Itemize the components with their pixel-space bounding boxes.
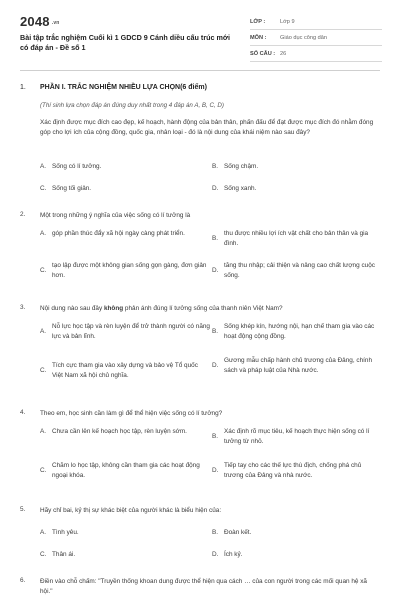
question-6 xyxy=(20,577,380,599)
option-letter: D. xyxy=(212,185,219,193)
option-d[interactable] xyxy=(212,550,380,560)
option-text: Chăm lo học tập, không cần tham gia các hoạt động ngoại khóa. xyxy=(52,462,200,479)
section-number: 1. xyxy=(20,84,26,91)
option-letter: C. xyxy=(40,267,47,274)
option-text: Sống xanh. xyxy=(224,185,257,192)
option-b[interactable] xyxy=(212,528,380,538)
header-divider xyxy=(20,70,380,71)
option-c[interactable] xyxy=(40,184,200,194)
option-text: Thân ái. xyxy=(52,551,76,558)
option-letter: B. xyxy=(212,328,219,335)
option-letter: A. xyxy=(40,428,47,436)
option-text: tạo lập được một không gian sống gọn gàng, đơn giản hơn. xyxy=(52,262,207,279)
question-1 xyxy=(20,118,380,193)
option-letter: A. xyxy=(40,529,47,537)
option-letter: C. xyxy=(40,467,47,474)
question-number: 6. xyxy=(20,577,26,584)
section-heading xyxy=(20,84,207,91)
option-text: Tích cực tham gia vào xây dựng và bảo vệ Tổ quốc Việt Nam xã hội chủ nghĩa. xyxy=(52,362,198,379)
option-letter: A. xyxy=(40,328,47,335)
logo-main: 2048 xyxy=(20,14,50,29)
question-text-pre: Nội dung nào sau đây xyxy=(40,305,104,312)
question-text-emphasis: không xyxy=(103,305,124,312)
question-2 xyxy=(20,211,380,281)
option-text: Sống tối giản. xyxy=(52,185,92,192)
option-letter: B. xyxy=(212,235,219,242)
option-letter: D. xyxy=(212,267,219,274)
option-text: Đoàn kết. xyxy=(224,529,252,536)
option-d[interactable] xyxy=(212,461,380,480)
option-a[interactable] xyxy=(40,162,200,172)
option-text: Sống khép kín, hướng nội, hạn chế tham gia vào các hoạt động cộng đồng. xyxy=(224,323,375,340)
question-text: Hãy chỉ bai, kỷ thị sự khác biệt của người khác là biểu hiện của: xyxy=(40,507,222,514)
option-a[interactable] xyxy=(40,528,200,538)
option-d[interactable] xyxy=(212,184,380,194)
option-b[interactable] xyxy=(212,322,380,341)
question-number: 2. xyxy=(20,211,26,218)
question-5 xyxy=(20,506,380,566)
option-letter: B. xyxy=(212,529,219,537)
section-title: PHẦN I. TRẮC NGHIỆM NHIỀU LỰA CHỌN(6 điểm) xyxy=(40,84,207,91)
option-text: Ích kỷ. xyxy=(224,551,243,558)
option-text: Chưa cần lên kế hoạch học tập, rèn luyện sớm. xyxy=(52,428,187,435)
option-c[interactable] xyxy=(40,361,210,380)
question-text: Xác định được mục đích cao đẹp, kế hoạch, hành động của bản thân, phấn đấu để đạt được mục đích đó nhằm đóng góp cho lợi ích của cộng đồng, quốc gia, nhân loại - đó là nội dung của khái niệm nào sau đây? xyxy=(40,119,374,136)
question-text xyxy=(40,304,380,314)
section-instruction: (Thí sinh lựa chọn đáp án đúng duy nhất trong 4 đáp án A, B, C, D) xyxy=(40,102,224,109)
option-text: Sống chậm. xyxy=(224,163,259,170)
option-d[interactable] xyxy=(212,261,380,280)
option-letter: A. xyxy=(40,230,47,238)
meta-key: LỚP : xyxy=(250,18,266,25)
option-b[interactable] xyxy=(212,229,380,248)
option-c[interactable] xyxy=(40,261,210,280)
option-text: góp phần thúc đẩy xã hội ngày càng phát triển. xyxy=(52,230,185,237)
option-text: tăng thu nhập; cải thiện và nâng cao chất lượng cuộc sống. xyxy=(224,262,375,279)
option-a[interactable] xyxy=(40,229,210,239)
meta-key: SỐ CÂU : xyxy=(250,50,276,57)
option-c[interactable] xyxy=(40,550,200,560)
site-logo[interactable] xyxy=(20,14,60,29)
meta-row-class xyxy=(250,14,382,30)
meta-row-subject xyxy=(250,30,382,46)
meta-value: Giáo dục công dân xyxy=(280,34,327,41)
question-number: 3. xyxy=(20,304,26,311)
option-b[interactable] xyxy=(212,162,380,172)
option-text: Gương mẫu chấp hành chủ trương của Đảng, chính sách và pháp luật của Nhà nước. xyxy=(224,357,373,374)
question-number: 4. xyxy=(20,409,26,416)
document-title: Bài tập trắc nghiệm Cuối kì 1 GDCD 9 Cánh diều cấu trúc mới có đáp án - Đề số 1 xyxy=(20,33,230,52)
option-b[interactable] xyxy=(212,427,380,446)
question-number: 5. xyxy=(20,506,26,513)
question-text: Theo em, học sinh cần làm gì để thể hiện việc sống có lí tưởng? xyxy=(40,410,223,417)
meta-value: Lớp 9 xyxy=(280,18,295,25)
option-c[interactable] xyxy=(40,461,210,480)
option-text: Xác định rõ mục tiêu, kế hoạch thực hiện sống có lí tưởng từ nhỏ. xyxy=(224,428,370,445)
option-a[interactable] xyxy=(40,322,210,341)
option-letter: D. xyxy=(212,467,219,474)
page-header xyxy=(0,0,400,70)
option-text: Tình yêu. xyxy=(52,529,79,536)
question-text-post: phản ánh đúng lí tưởng sống của thanh niên Việt Nam? xyxy=(123,305,283,312)
option-letter: C. xyxy=(40,551,47,559)
option-letter: C. xyxy=(40,367,47,374)
option-letter: B. xyxy=(212,433,219,440)
option-letter: A. xyxy=(40,163,47,171)
option-text: Tiếp tay cho các thế lực thù địch, chống phá chủ trương của Đảng và nhà nước. xyxy=(224,462,362,479)
option-letter: C. xyxy=(40,185,47,193)
option-a[interactable] xyxy=(40,427,210,437)
meta-key: MÔN : xyxy=(250,34,267,41)
question-text: Một trong những ý nghĩa của việc sống có lí tưởng là xyxy=(40,212,191,219)
option-d[interactable] xyxy=(212,356,380,375)
option-letter: D. xyxy=(212,362,219,369)
document-meta xyxy=(250,14,382,62)
option-text: Nỗ lực học tập và rèn luyện để trở thành người có năng lực và bản lĩnh. xyxy=(52,323,210,340)
meta-value: 26 xyxy=(280,50,287,57)
question-3 xyxy=(20,304,380,389)
logo-sub: .vn xyxy=(51,19,60,26)
option-text: thu được nhiều lợi ích vật chất cho bản thân và gia đình. xyxy=(224,230,369,247)
option-letter: B. xyxy=(212,163,219,171)
question-4 xyxy=(20,409,380,489)
option-text: Sống có lí tưởng. xyxy=(52,163,102,170)
option-letter: D. xyxy=(212,551,219,559)
question-text: Điền vào chỗ chấm: "Truyền thống khoan dung được thể hiện qua cách … của con người trong các mối quan hệ xã hội." xyxy=(40,578,367,595)
meta-row-count xyxy=(250,46,382,62)
